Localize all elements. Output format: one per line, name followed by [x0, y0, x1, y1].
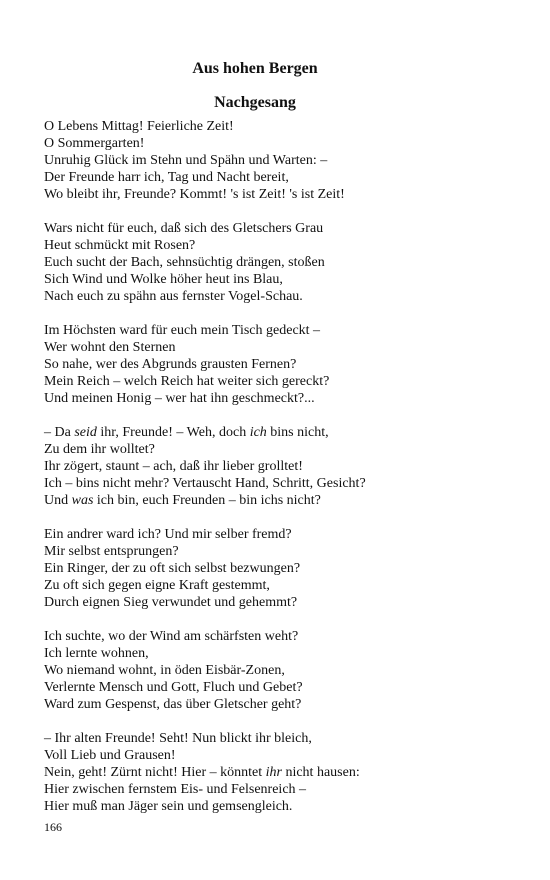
- line-text: O Lebens Mittag! Feierliche Zeit!: [44, 119, 234, 134]
- poem-line: [44, 679, 524, 696]
- poem-line: [44, 356, 524, 373]
- line-text: Mein Reich – welch Reich hat weiter sich gereckt?: [44, 374, 330, 389]
- line-text: O Sommergarten!: [44, 136, 145, 151]
- poem-line: [44, 492, 524, 509]
- line-text: Im Höchsten ward für euch mein Tisch gedeckt –: [44, 323, 321, 338]
- poem-title: Nachgesang: [214, 94, 296, 111]
- line-text: Der Freunde harr ich, Tag und Nacht bereit,: [44, 170, 289, 185]
- line-text: nicht hausen:: [281, 765, 360, 780]
- line-text: Ein Ringer, der zu oft sich selbst bezwungen?: [44, 561, 301, 576]
- line-text: Zu oft sich gegen eigne Kraft gestemmt,: [44, 578, 270, 593]
- poem-line: [44, 696, 524, 713]
- poem-line: [44, 424, 524, 441]
- line-text: Mir selbst entsprungen?: [44, 544, 179, 559]
- poem-line: [44, 798, 524, 815]
- line-text: Ihr zögert, staunt – ach, daß ihr lieber grolltet!: [44, 459, 303, 474]
- line-text: Nach euch zu spähn aus fernster Vogel-Schau.: [44, 289, 303, 304]
- poem-line: [44, 526, 524, 543]
- line-text: bins nicht,: [266, 425, 329, 440]
- line-text: Unruhig Glück im Stehn und Spähn und Warten: –: [44, 153, 328, 168]
- poem-line: [44, 543, 524, 560]
- line-text: Sich Wind und Wolke höher heut ins Blau,: [44, 272, 283, 287]
- poem-line: [44, 390, 524, 407]
- emphasized-word: ihr: [265, 765, 282, 780]
- poem-line: [44, 730, 524, 747]
- line-text: Wo bleibt ihr, Freunde? Kommt! 's ist Zeit! 's ist Zeit!: [44, 187, 345, 202]
- poem-line: [44, 237, 524, 254]
- poem-line: [44, 135, 524, 152]
- poem-body: [44, 118, 524, 832]
- line-text: Ich suchte, wo der Wind am schärfsten weht?: [44, 629, 299, 644]
- line-text: Wer wohnt den Sternen: [44, 340, 176, 355]
- poem-line: [44, 747, 524, 764]
- poem-line: [44, 373, 524, 390]
- poem-line: [44, 254, 524, 271]
- line-text: – Ihr alten Freunde! Seht! Nun blickt ihr bleich,: [44, 731, 312, 746]
- poem-line: [44, 475, 524, 492]
- line-text: Wars nicht für euch, daß sich des Gletschers Grau: [44, 221, 324, 236]
- poem-line: [44, 441, 524, 458]
- poem-line: [44, 560, 524, 577]
- poem-stanza: [44, 118, 524, 203]
- poem-line: [44, 152, 524, 169]
- poem-line: [44, 577, 524, 594]
- poem-line: [44, 594, 524, 611]
- poem-line: [44, 458, 524, 475]
- line-text: Nein, geht! Zürnt nicht! Hier – könntet: [44, 765, 266, 780]
- line-text: Durch eignen Sieg verwundet und gehemmt?: [44, 595, 298, 610]
- line-text: Ein andrer ward ich? Und mir selber fremd?: [44, 527, 292, 542]
- line-text: Euch sucht der Bach, sehnsüchtig drängen, stoßen: [44, 255, 325, 270]
- line-text: Ich lernte wohnen,: [44, 646, 149, 661]
- poem-stanza: [44, 220, 524, 305]
- poem-stanza: [44, 526, 524, 611]
- page-title: Aus hohen Bergen: [192, 60, 318, 77]
- line-text: Hier muß man Jäger sein und gemsengleich.: [44, 799, 293, 814]
- poem-line: [44, 322, 524, 339]
- line-text: ihr, Freunde! – Weh, doch: [96, 425, 250, 440]
- line-text: Und meinen Honig – wer hat ihn geschmeckt?...: [44, 391, 315, 406]
- line-text: So nahe, wer des Abgrunds grausten Fernen?: [44, 357, 297, 372]
- poem-stanza: [44, 424, 524, 509]
- line-text: Wo niemand wohnt, in öden Eisbär-Zonen,: [44, 663, 285, 678]
- poem-line: [44, 186, 524, 203]
- poem-stanza: [44, 628, 524, 713]
- line-text: Heut schmückt mit Rosen?: [44, 238, 196, 253]
- page-number: 166: [44, 820, 62, 834]
- poem-stanza: [44, 730, 524, 815]
- emphasized-word: ich: [249, 425, 267, 440]
- line-text: Voll Lieb und Grausen!: [44, 748, 176, 763]
- poem-line: [44, 339, 524, 356]
- poem-line: [44, 118, 524, 135]
- poem-line: [44, 645, 524, 662]
- poem-line: [44, 764, 524, 781]
- line-text: Verlernte Mensch und Gott, Fluch und Gebet?: [44, 680, 303, 695]
- poem-line: [44, 662, 524, 679]
- emphasized-word: seid: [74, 425, 97, 440]
- poem-line: [44, 169, 524, 186]
- line-text: ich bin, euch Freunden – bin ichs nicht?: [93, 493, 321, 508]
- line-text: Und: [44, 493, 72, 508]
- line-text: – Da: [44, 425, 75, 440]
- poem-stanza: [44, 322, 524, 407]
- line-text: Zu dem ihr wolltet?: [44, 442, 155, 457]
- poem-line: [44, 628, 524, 645]
- poem-line: [44, 220, 524, 237]
- line-text: Ward zum Gespenst, das über Gletscher geht?: [44, 697, 302, 712]
- emphasized-word: was: [71, 493, 94, 508]
- line-text: Ich – bins nicht mehr? Vertauscht Hand, Schritt, Gesicht?: [44, 476, 366, 491]
- poem-line: [44, 271, 524, 288]
- line-text: Hier zwischen fernstem Eis- und Felsenreich –: [44, 782, 307, 797]
- poem-line: [44, 288, 524, 305]
- poem-line: [44, 781, 524, 798]
